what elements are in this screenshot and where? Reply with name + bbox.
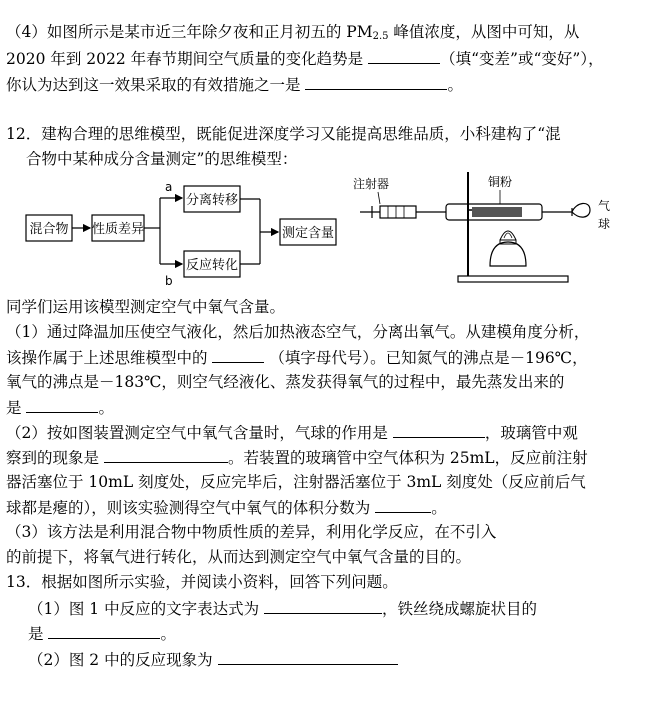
pm-subscript: 2.5 <box>372 31 389 42</box>
q13-p1-text-1a: （1）图 1 中反应的文字表达式为 <box>28 600 260 618</box>
q4-line2 <box>6 47 604 70</box>
box-measure <box>280 219 336 245</box>
q4-text-1a: （4）如图所示是某市近三年除夕夜和正月初五的 PM <box>6 23 373 41</box>
q4-line1 <box>6 21 579 48</box>
answer-blank-spiral-purpose[interactable] <box>48 622 160 639</box>
thinking-model-diagram <box>20 178 340 290</box>
q12-p2-line4 <box>6 496 447 519</box>
copper-powder <box>472 207 522 217</box>
q12-p1-line2 <box>6 346 588 369</box>
q4-text-3a: 你认为达到这一效果采取的有效措施之一是 <box>6 76 301 94</box>
answer-blank-word-equation[interactable] <box>264 597 382 614</box>
answer-blank-first-evaporate[interactable] <box>26 396 98 413</box>
q4-text-1b: 峰值浓度，从图中可知，从 <box>388 23 580 41</box>
box-react <box>184 251 240 277</box>
box-separate <box>184 186 240 212</box>
q12-p2-text-1b: ，玻璃管中观 <box>484 424 578 442</box>
box-property-label: 性质差异 <box>91 222 145 237</box>
q13-p1-text-2a: 是 <box>28 625 44 643</box>
q12-p1-text-2a: 该操作属于上述思维模型中的 <box>6 349 208 367</box>
q12-p2-line2 <box>6 446 588 469</box>
box-react-label: 反应转化 <box>185 258 239 273</box>
q12-p1-text-4a: 是 <box>6 399 22 417</box>
q12-p2-text-4a: 球都是瘪的），则该实验测得空气中氧气的体积分数为 <box>6 499 371 517</box>
balloon <box>572 203 590 217</box>
glass-tube <box>446 204 572 220</box>
q12-p1-text-2b: （填字母代号）。已知氮气的沸点是－196℃， <box>269 349 588 367</box>
answer-blank-model-letter[interactable] <box>212 346 264 363</box>
syringe <box>360 206 446 218</box>
q12-stem-line2: 合物中某种成分含量测定”的思维模型： <box>26 150 298 168</box>
q4-text-2b: （填“变差”或“变好”）， <box>440 50 604 68</box>
q13-p1-text-1b: ，铁丝绕成螺旋状目的 <box>382 600 538 618</box>
q12-p1-text-4b: 。 <box>98 399 114 417</box>
q12-p1-line3: 氧气的沸点是－183℃，则空气经液化、蒸发获得氧气的过程中，最先蒸发出来的 <box>6 373 565 391</box>
syringe-pointer <box>378 192 380 204</box>
label-b: b <box>165 274 173 288</box>
q12-p2-text-2b: 。若装置的玻璃管中空气体积为 25mL，反应前注射 <box>227 449 588 467</box>
q13-stem: 13．根据如图所示实验，并阅读小资料，回答下列问题。 <box>6 573 398 591</box>
q12-p2-text-4b: 。 <box>431 499 447 517</box>
q4-text-2a: 2020 年到 2022 年春节期间空气质量的变化趋势是 <box>6 50 364 68</box>
q12-p1-line4 <box>6 396 114 419</box>
oxygen-apparatus-illustration <box>350 166 640 290</box>
q13-p2-text-1a: （2）图 2 中的反应现象为 <box>28 651 213 669</box>
q13-p1-line1 <box>28 597 537 620</box>
box-mixture-label: 混合物 <box>29 222 69 237</box>
q12-p3-line1: （3）该方法是利用混合物中物质性质的差异，利用化学反应，在不引入 <box>6 523 497 541</box>
copper-label: 铜粉 <box>488 175 513 189</box>
q13-p1-text-2b: 。 <box>160 625 176 643</box>
answer-blank-tube-phenomenon[interactable] <box>104 446 228 463</box>
answer-blank-trend[interactable] <box>368 47 440 64</box>
alcohol-lamp <box>490 231 526 266</box>
q12-p2-text-2a: 察到的现象是 <box>6 449 100 467</box>
q12-p2-text-1a: （2）按如图装置测定空气中氧气含量时，气球的作用是 <box>6 424 388 442</box>
q12-p3-line2: 的前提下，将氧气进行转化，从而达到测定空气中氧气含量的目的。 <box>6 548 472 566</box>
q4-text-3b: 。 <box>447 76 463 94</box>
q4-line3 <box>6 73 463 96</box>
q12-p2-line3: 器活塞位于 10mL 刻度处，反应完毕后，注射器活塞位于 3mL 刻度处（反应前后气 <box>6 473 586 491</box>
q12-p1-line1: （1）通过降温加压使空气液化，然后加热液态空气，分离出氧气。从建模角度分析， <box>6 323 590 341</box>
q12-stem-line1: 12．建构合理的思维模型，既能促进深度学习又能提高思维品质，小科建构了“混 <box>6 125 561 143</box>
box-mixture <box>26 215 72 241</box>
box-property <box>92 215 144 241</box>
q13-p2-line1 <box>28 648 398 671</box>
answer-blank-balloon-role[interactable] <box>393 421 485 438</box>
box-separate-label: 分离转移 <box>185 193 239 208</box>
box-measure-label: 测定含量 <box>281 226 335 241</box>
q13-p1-line2 <box>28 622 176 645</box>
label-a: a <box>165 180 173 194</box>
answer-blank-fig2-phenomenon[interactable] <box>218 648 398 665</box>
syringe-label: 注射器 <box>353 177 390 191</box>
q12-p2-line1 <box>6 421 578 444</box>
balloon-label-1: 气 <box>598 199 611 213</box>
balloon-label-2: 球 <box>598 217 611 231</box>
answer-blank-oxygen-fraction[interactable] <box>375 496 431 513</box>
q12-intro: 同学们运用该模型测定空气中氧气含量。 <box>6 298 286 316</box>
answer-blank-measure[interactable] <box>305 73 447 90</box>
